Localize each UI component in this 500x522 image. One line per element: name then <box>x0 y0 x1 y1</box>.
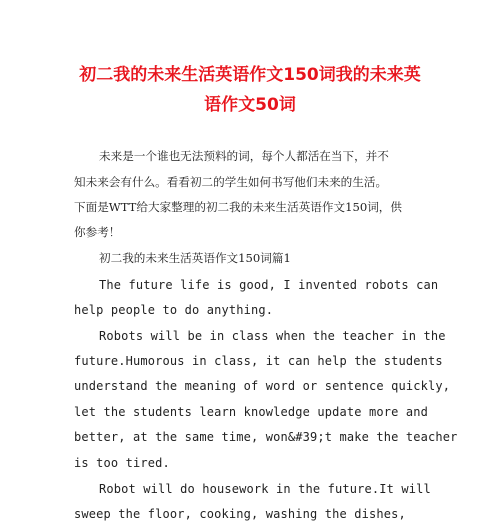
intro-line-3: 下面是WTT给大家整理的初二我的未来生活英语作文150词，供 <box>74 200 402 214</box>
body-text-line: sweep the floor, cooking, washing the dishes, <box>74 507 406 521</box>
document-title-line-1: 初二我的未来生活英语作文150词我的未来英 <box>79 65 421 85</box>
intro-line-1: 未来是一个谁也无法预料的词，每个人都活在当下，并不 <box>99 149 389 163</box>
body-text-line: Robot will do housework in the future.It will <box>99 482 431 496</box>
document-title-line-2: 语作文50词 <box>204 95 296 115</box>
body-text-line: help people to do anything. <box>74 303 274 317</box>
intro-line-4: 你参考！ <box>74 225 121 239</box>
intro-line-2: 知未来会有什么。看看初二的学生如何书写他们未来的生活。 <box>74 175 388 189</box>
body-text-line: better, at the same time, won&#39;t make the teacher <box>74 430 458 444</box>
section-heading: 初二我的未来生活英语作文150词篇1 <box>99 251 291 265</box>
body-text-line: is too tired. <box>74 456 170 470</box>
body-text-line: The future life is good, I invented robots can <box>99 278 439 292</box>
body-text-line: Robots will be in class when the teacher in the <box>99 329 446 343</box>
body-text-line: understand the meaning of word or sentence quickly, <box>74 379 451 393</box>
body-text-line: future.Humorous in class, it can help the students <box>74 354 443 368</box>
body-text-line: let the students learn knowledge update more and <box>74 405 428 419</box>
